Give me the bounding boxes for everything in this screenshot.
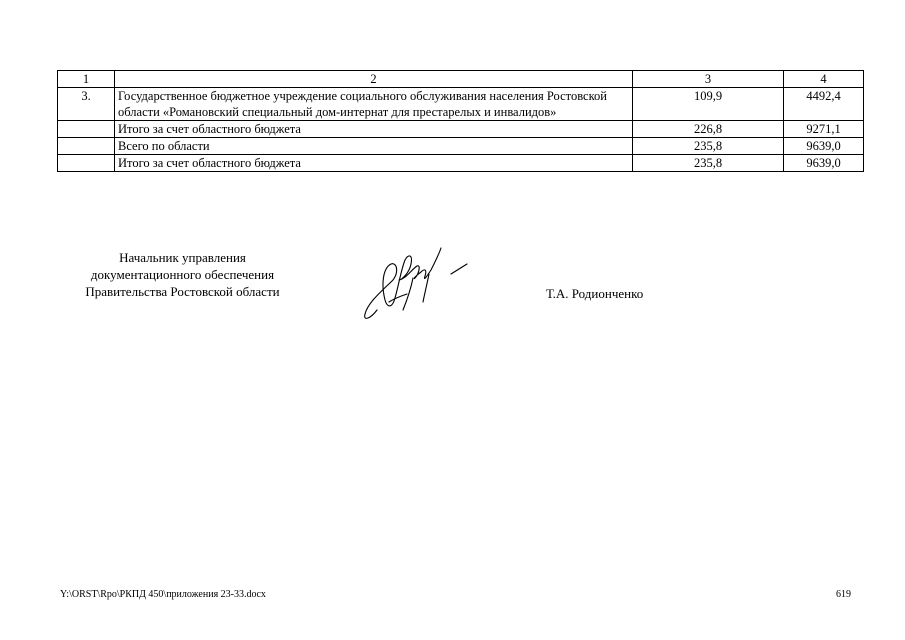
value-col4: 9271,1 xyxy=(784,121,864,138)
value-col4: 9639,0 xyxy=(784,138,864,155)
table-row xyxy=(58,121,864,138)
institution-name: Государственное бюджетное учреждение социального обслуживания населения Ростовской области «Романовский специальный дом-интернат для престарелых и инвалидов» xyxy=(115,88,633,121)
header-cell: 1 xyxy=(58,71,115,88)
position-line: Правительства Ростовской области xyxy=(85,284,280,299)
header-cell: 2 xyxy=(115,71,633,88)
signer-name: Т.А. Родионченко xyxy=(546,286,644,301)
table-row xyxy=(58,155,864,172)
position-line: документационного обеспечения xyxy=(90,267,275,282)
row-number xyxy=(58,155,115,172)
row-label: Итого за счет областного бюджета xyxy=(115,155,633,172)
value-col3: 226,8 xyxy=(633,121,784,138)
value-col3: 109,9 xyxy=(633,88,784,121)
row-number xyxy=(58,138,115,155)
footer-file-path: Y:\ORST\Rpo\РКПД 450\приложения 23-33.docx xyxy=(60,589,266,600)
value-col3: 235,8 xyxy=(633,138,784,155)
table-header-row xyxy=(58,71,864,88)
value-col4: 9639,0 xyxy=(784,155,864,172)
row-number xyxy=(58,121,115,138)
handwritten-signature xyxy=(355,240,475,325)
page-number: 619 xyxy=(836,589,851,600)
value-col4: 4492,4 xyxy=(784,88,864,121)
header-cell: 3 xyxy=(633,71,784,88)
header-cell: 4 xyxy=(784,71,864,88)
position-line: Начальник управления xyxy=(119,250,246,265)
table-row xyxy=(58,88,864,121)
row-label: Всего по области xyxy=(115,138,633,155)
row-label: Итого за счет областного бюджета xyxy=(115,121,633,138)
budget-table xyxy=(57,70,864,172)
table-row xyxy=(58,138,864,155)
signatory-position xyxy=(40,249,325,300)
row-number: 3. xyxy=(58,88,115,121)
value-col3: 235,8 xyxy=(633,155,784,172)
